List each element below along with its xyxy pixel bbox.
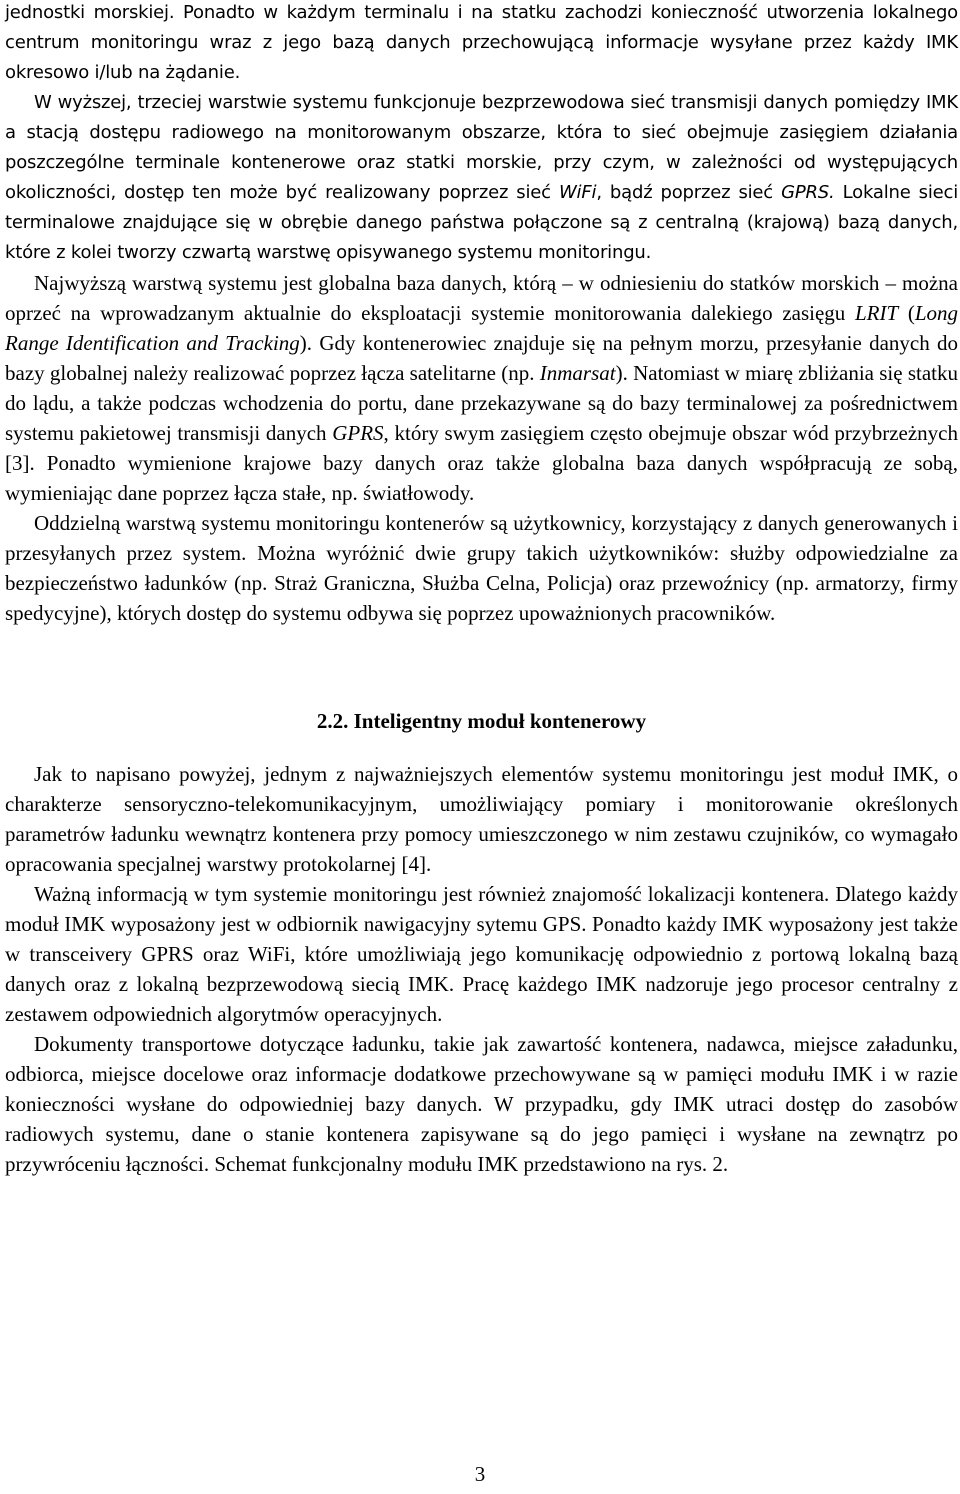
paragraph-local-monitoring: jednostki morskiej. Ponadto w każdym terminalu i na statku zachodzi konieczność utworzenia lokalnego centrum monitoringu wraz z jego bazą danych przechowującą informacje wysyłane przez każdy IMK okresowo i/lub na żądanie. [5, 2, 958, 83]
paragraph-users: Oddzielną warstwą systemu monitoringu kontenerów są użytkownicy, korzystający z danych generowanych i przesyłanych przez system. Można wyróżnić dwie grupy takich użytkowników: służby odpowiedzialne za bezpieczeństwo ładunków (np. Straż Graniczna, Służba Celna, Policja) oraz przewoźnicy (np. armatorzy, firmy spedycyjne), których dostęp do systemu odbywa się poprzez upoważnionych pracowników. [5, 511, 958, 625]
paragraph-global-database [5, 268, 958, 508]
paragraph-transport-documents: Dokumenty transportowe dotyczące ładunku, takie jak zawartość kontenera, nadawca, miejsce załadunku, odbiorca, miejsce docelowe oraz informacje dodatkowe przechowywane są w pamięci modułu IMK i w razie konieczności wysłane do odpowiedniej bazy danych. W przypadku, gdy IMK utraci dostęp do zasobów radiowych systemu, dane o stanie kontenera zapisywane są do jego pamięci i wysłane na zewnątrz po przywróceniu łączności. Schemat funkcjonalny modułu IMK przedstawiono na rys. 2. [5, 1032, 958, 1176]
lrit-full-term: Long Range Identification and Tracking [5, 301, 958, 355]
page-number: 3 [474, 1462, 486, 1486]
section-heading: 2.2. Inteligentny moduł kontenerowy [316, 709, 647, 733]
paragraph-third-layer [5, 88, 958, 268]
gprs-term-2: GPRS [332, 421, 384, 445]
global-text-4: ). Natomiast w miarę zbliżania się statku do lądu, a także podczas wchodzenia do portu, dane przekazywane są do bazy terminalowej za pośrednictwem systemu pakietowej transmisji danych [5, 361, 958, 445]
paragraph-localization: Ważną informacją w tym systemie monitoringu jest również znajomość lokalizacji kontenera. Dlatego każdy moduł IMK wyposażony jest w odbiornik nawigacyjny sytemu GPS. Ponadto każdy IMK wyposażony jest także w transceivery GPRS oraz WiFi, które umożliwiają jego komunikację odpowiednio z portową lokalną bazą danych oraz z lokalną bezprzewodową siecią IMK. Pracę każdego IMK nadzoruje jego procesor centralny z zestawem odpowiednich algorytmów operacyjnych. [5, 882, 958, 1026]
lrit-term: LRIT [854, 301, 899, 325]
global-text-1: Najwyższą warstwą systemu jest globalna baza danych, którą – w odniesieniu do statków morskich – można oprzeć na wprowadzanym aktualnie do eksploatacji systemie monitorowania dalekiego zasięgu [5, 271, 958, 325]
inmarsat-term: Inmarsat [539, 361, 616, 385]
third-layer-text-3: Lokalne sieci terminalowe znajdujące się w obrębie danego państwa połączone są z centralną (krajową) bazą danych, które z kolei tworzy czwartą warstwę opisywanego systemu monitoringu. [5, 182, 959, 263]
third-layer-text-2: , bądź poprzez sieć [596, 182, 782, 203]
third-layer-text-1: W wyższej, trzeciej warstwie systemu funkcjonuje bezprzewodowa sieć transmisji danych pomiędzy IMK a stacją dostępu radiowego na monitorowanym obszarze, która to sieć obejmuje zasięgiem działania poszczególne terminale kontenerowe oraz statki morskie, przy czym, w zależności od występujących okoliczności, dostęp ten może być realizowany poprzez sieć [5, 92, 958, 203]
wifi-term: WiFi [558, 182, 597, 203]
global-text-3: ). Gdy kontenerowiec znajduje się na pełnym morzu, przesyłanie danych do bazy globalnej należy realizować poprzez łącza satelitarne (np. [5, 331, 958, 385]
global-text-2: ( [898, 301, 915, 325]
paragraph-imk-module: Jak to napisano powyżej, jednym z najważniejszych elementów systemu monitoringu jest moduł IMK, o charakterze sensoryczno-telekomunikacyjnym, umożliwiający pomiary i monitorowanie określonych parametrów ładunku wewnątrz kontenera przy pomocy umieszczonego w nim zestawu czujników, co wymagało opracowania specjalnej warstwy protokolarnej [4]. [5, 762, 958, 876]
global-text-5: , który swym zasięgiem często obejmuje obszar wód przybrzeżnych [3]. Ponadto wymienione krajowe bazy danych oraz także globalna baza danych współpracują ze sobą, wymieniając dane poprzez łącza stałe, np. światłowody. [5, 421, 958, 505]
document-page [5, 0, 958, 1179]
gprs-term: GPRS. [781, 182, 835, 203]
